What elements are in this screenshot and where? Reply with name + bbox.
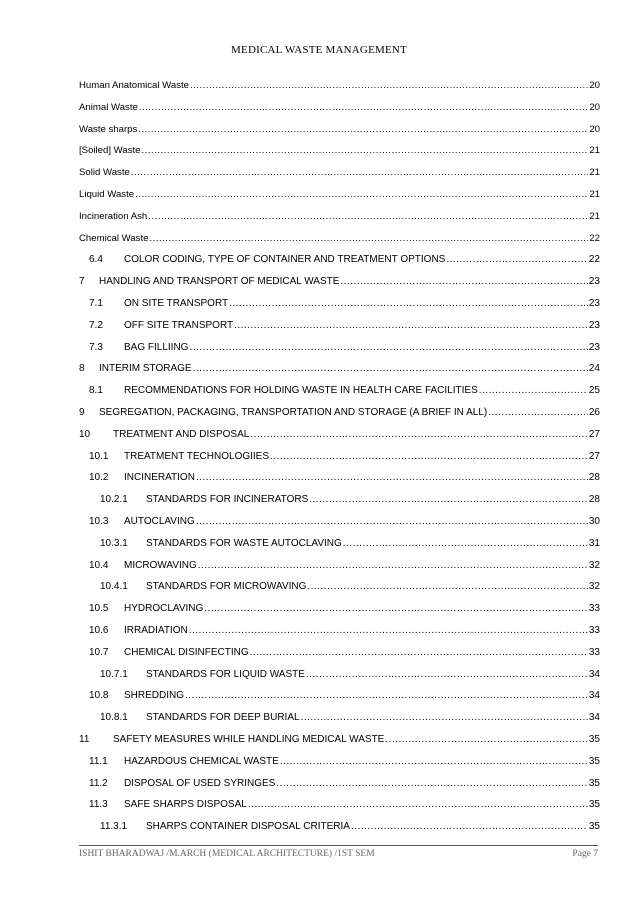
toc-entry[interactable] <box>79 233 600 255</box>
toc-leader-dots <box>250 429 588 441</box>
toc-entry-title: SEGREGATION, PACKAGING, TRANSPORTATION AND STORAGE (A BRIEF IN ALL) <box>99 406 488 418</box>
toc-entry-page: 33 <box>588 646 600 658</box>
toc-entry[interactable] <box>79 821 600 843</box>
toc-entry[interactable] <box>79 124 600 146</box>
toc-leader-dots <box>307 581 588 593</box>
toc-entry-title: IRRADIATION <box>124 624 188 636</box>
toc-entry-page: 25 <box>588 385 600 397</box>
toc-entry[interactable] <box>79 538 600 560</box>
toc-entry-page: 22 <box>589 232 600 244</box>
toc-entry-number: 10.7.1 <box>100 668 128 680</box>
toc-leader-dots <box>185 690 588 702</box>
toc-entry-title: STANDARDS FOR LIQUID WASTE <box>146 668 305 680</box>
toc-entry-page: 32 <box>588 581 600 593</box>
toc-entry-page: 21 <box>589 145 600 157</box>
toc-entry-number: 10.2.1 <box>100 494 128 506</box>
toc-entry-page: 32 <box>588 559 600 571</box>
toc-entry[interactable] <box>79 254 600 276</box>
toc-entry-page: 35 <box>588 755 600 767</box>
toc-entry-title: STANDARDS FOR WASTE AUTOCLAVING <box>146 537 342 549</box>
toc-leader-dots <box>149 233 588 245</box>
toc-entry-page: 24 <box>588 363 600 375</box>
toc-leader-dots <box>190 80 588 92</box>
toc-entry-number: 7.3 <box>89 341 103 353</box>
toc-entry-page: 33 <box>588 603 600 615</box>
toc-entry-number: 10.4 <box>89 559 109 571</box>
toc-entry-number: 7.1 <box>89 297 103 309</box>
toc-entry-page: 33 <box>588 624 600 636</box>
toc-entry[interactable] <box>79 189 600 211</box>
toc-leader-dots <box>343 538 588 550</box>
page-header-title: MEDICAL WASTE MANAGEMENT <box>231 44 407 56</box>
toc-leader-dots <box>301 712 588 724</box>
toc-entry[interactable] <box>79 494 600 516</box>
toc-leader-dots <box>270 451 588 463</box>
toc-entry[interactable] <box>79 276 600 298</box>
toc-entry-number: 10.7 <box>89 646 109 658</box>
toc-leader-dots <box>351 821 588 833</box>
toc-entry[interactable] <box>79 799 600 821</box>
toc-leader-dots <box>229 298 588 310</box>
toc-entry[interactable] <box>79 80 600 102</box>
toc-entry-title: SHREDDING <box>124 690 185 702</box>
toc-entry-page: 28 <box>588 472 600 484</box>
toc-entry-number: 10.3.1 <box>100 537 128 549</box>
toc-entry-number: 10.3 <box>89 515 109 527</box>
toc-entry[interactable] <box>79 102 600 124</box>
toc-leader-dots <box>234 320 588 332</box>
toc-entry[interactable] <box>79 647 600 669</box>
toc-entry-title: INCINERATION <box>124 472 195 484</box>
toc-leader-dots <box>189 625 588 637</box>
toc-entry-title: OFF SITE TRANSPORT <box>124 319 234 331</box>
toc-entry-number: 8 <box>79 363 85 375</box>
toc-entry[interactable] <box>79 451 600 473</box>
toc-leader-dots <box>196 516 588 528</box>
toc-entry-page: 35 <box>588 799 600 811</box>
toc-entry[interactable] <box>79 298 600 320</box>
toc-leader-dots <box>196 472 588 484</box>
toc-entry-number: 10.8.1 <box>100 712 128 724</box>
toc-entry[interactable] <box>79 320 600 342</box>
toc-leader-dots <box>479 385 588 397</box>
toc-entry-number: 10.6 <box>89 624 109 636</box>
toc-entry-page: 21 <box>589 188 600 200</box>
toc-entry-number: 10.1 <box>89 450 109 462</box>
toc-entry-page: 27 <box>588 428 600 440</box>
toc-leader-dots <box>204 603 588 615</box>
toc-entry[interactable] <box>79 167 600 189</box>
toc-entry-page: 20 <box>589 101 600 113</box>
toc-entry-page: 20 <box>589 80 600 91</box>
toc-entry-page: 23 <box>588 297 600 309</box>
toc-entry-page: 30 <box>588 515 600 527</box>
toc-leader-dots <box>189 342 587 354</box>
toc-entry-page: 21 <box>589 210 600 222</box>
toc-entry-title: Waste sharps <box>79 123 138 135</box>
toc-entry[interactable] <box>79 669 600 691</box>
toc-entry[interactable] <box>79 211 600 233</box>
toc-entry[interactable] <box>79 712 600 734</box>
toc-entry-page: 23 <box>588 319 600 331</box>
toc-entry-page: 23 <box>588 276 600 288</box>
toc-entry-number: 7.2 <box>89 319 103 331</box>
toc-entry[interactable] <box>79 407 600 429</box>
toc-entry-number: 10.8 <box>89 690 109 702</box>
toc-entry[interactable] <box>79 690 600 712</box>
toc-leader-dots <box>193 363 588 375</box>
toc-entry-title: CHEMICAL DISINFECTING <box>124 646 249 658</box>
toc-entry-page: 28 <box>588 494 600 506</box>
toc-leader-dots <box>131 167 588 179</box>
toc-leader-dots <box>340 276 587 288</box>
toc-entry-number: 11 <box>79 733 90 745</box>
toc-entry-title: HANDLING AND TRANSPORT OF MEDICAL WASTE <box>99 276 340 288</box>
toc-leader-dots <box>139 102 589 114</box>
toc-leader-dots <box>142 145 589 157</box>
toc-entry[interactable] <box>79 429 600 451</box>
toc-entry-number: 10.5 <box>89 603 109 615</box>
toc-leader-dots <box>198 560 588 572</box>
toc-entry-title: STANDARDS FOR DEEP BURIAL <box>146 712 300 724</box>
toc-entry-page: 27 <box>588 450 600 462</box>
toc-leader-dots <box>148 211 588 223</box>
footer-author: ISHIT BHARADWAJ /M.ARCH (MEDICAL ARCHITECTURE) /1ST SEM <box>79 849 375 859</box>
toc-entry-title: AUTOCLAVING <box>124 515 195 527</box>
toc-entry[interactable] <box>79 778 600 800</box>
toc-entry-page: 23 <box>588 341 600 353</box>
toc-entry-title: DISPOSAL OF USED SYRINGES <box>124 777 276 789</box>
toc-leader-dots <box>135 189 588 201</box>
toc-entry[interactable] <box>79 363 600 385</box>
toc-leader-dots <box>446 254 588 266</box>
toc-entry-title: BAG FILLIING <box>124 341 189 353</box>
toc-entry[interactable] <box>79 145 600 167</box>
toc-entry-number: 10.2 <box>89 472 109 484</box>
toc-entry-page: 35 <box>588 821 600 833</box>
toc-entry[interactable] <box>79 734 600 756</box>
toc-entry-title: ON SITE TRANSPORT <box>124 297 229 309</box>
toc-entry-title: SAFE SHARPS DISPOSAL <box>124 799 247 811</box>
toc-leader-dots <box>309 494 588 506</box>
toc-entry[interactable] <box>79 581 600 603</box>
toc-entry-title: MICROWAVING <box>124 559 197 571</box>
toc-entry-page: 35 <box>588 733 600 745</box>
toc-leader-dots <box>488 407 588 419</box>
toc-entry-number: 11.2 <box>89 777 108 789</box>
toc-entry-number: 10.4.1 <box>100 581 128 593</box>
toc-entry-page: 34 <box>588 668 600 680</box>
toc-entry-title: TREATMENT AND DISPOSAL <box>113 428 250 440</box>
toc-entry-number: 10 <box>79 428 91 440</box>
toc-entry-number: 11.3 <box>89 799 108 811</box>
page-footer <box>79 845 598 859</box>
table-of-contents <box>79 80 600 843</box>
toc-entry[interactable] <box>79 603 600 625</box>
toc-leader-dots <box>138 124 588 136</box>
toc-entry-page: 34 <box>588 690 600 702</box>
toc-entry-number: 11.3.1 <box>100 821 128 833</box>
toc-leader-dots <box>280 756 588 768</box>
toc-entry-title: Incineration Ash <box>79 210 148 222</box>
toc-entry-title: HYDROCLAVING <box>124 603 204 615</box>
toc-entry-title: Chemical Waste <box>79 232 149 244</box>
toc-entry-page: 31 <box>588 537 600 549</box>
toc-entry[interactable] <box>79 625 600 647</box>
toc-entry-title: Liquid Waste <box>79 188 135 200</box>
toc-entry-title: COLOR CODING, TYPE OF CONTAINER AND TREATMENT OPTIONS <box>124 254 446 266</box>
toc-entry-page: 21 <box>589 167 600 179</box>
toc-entry-title: Animal Waste <box>79 101 138 113</box>
toc-entry-title: TREATMENT TECHNOLOGIIES <box>124 450 270 462</box>
toc-leader-dots <box>385 734 588 746</box>
toc-entry-title: HAZARDOUS CHEMICAL WASTE <box>124 755 279 767</box>
toc-entry-page: 34 <box>588 712 600 724</box>
toc-entry-page: 22 <box>588 254 600 266</box>
toc-entry-number: 7 <box>79 276 85 288</box>
toc-entry-number: 6.4 <box>89 254 103 266</box>
toc-entry-page: 20 <box>589 123 600 135</box>
toc-entry-title: SAFETY MEASURES WHILE HANDLING MEDICAL WASTE <box>113 733 385 745</box>
toc-entry[interactable] <box>79 560 600 582</box>
toc-entry[interactable] <box>79 516 600 538</box>
toc-entry-title: STANDARDS FOR INCINERATORS <box>146 494 309 506</box>
toc-entry[interactable] <box>79 472 600 494</box>
toc-leader-dots <box>248 799 588 811</box>
toc-entry-title: RECOMMENDATIONS FOR HOLDING WASTE IN HEALTH CARE FACILITIES <box>124 385 478 397</box>
toc-entry[interactable] <box>79 342 600 364</box>
toc-entry-page: 26 <box>588 406 600 418</box>
toc-entry-title: [Soiled] Waste <box>79 145 141 157</box>
toc-entry-page: 35 <box>588 777 600 789</box>
footer-page-number: Page 7 <box>572 849 598 859</box>
toc-leader-dots <box>306 669 588 681</box>
toc-entry[interactable] <box>79 756 600 778</box>
toc-leader-dots <box>250 647 588 659</box>
toc-leader-dots <box>276 778 588 790</box>
toc-entry-number: 9 <box>79 406 85 418</box>
toc-entry-number: 11.1 <box>89 755 108 767</box>
toc-entry-title: STANDARDS FOR MICROWAVING <box>146 581 307 593</box>
toc-entry-number: 8.1 <box>89 385 103 397</box>
toc-entry-title: SHARPS CONTAINER DISPOSAL CRITERIA <box>146 821 350 833</box>
toc-entry-title: Solid Waste <box>79 167 130 179</box>
toc-entry[interactable] <box>79 385 600 407</box>
toc-entry-title: INTERIM STORAGE <box>99 363 192 375</box>
toc-entry-title: Human Anatomical Waste <box>79 80 190 91</box>
